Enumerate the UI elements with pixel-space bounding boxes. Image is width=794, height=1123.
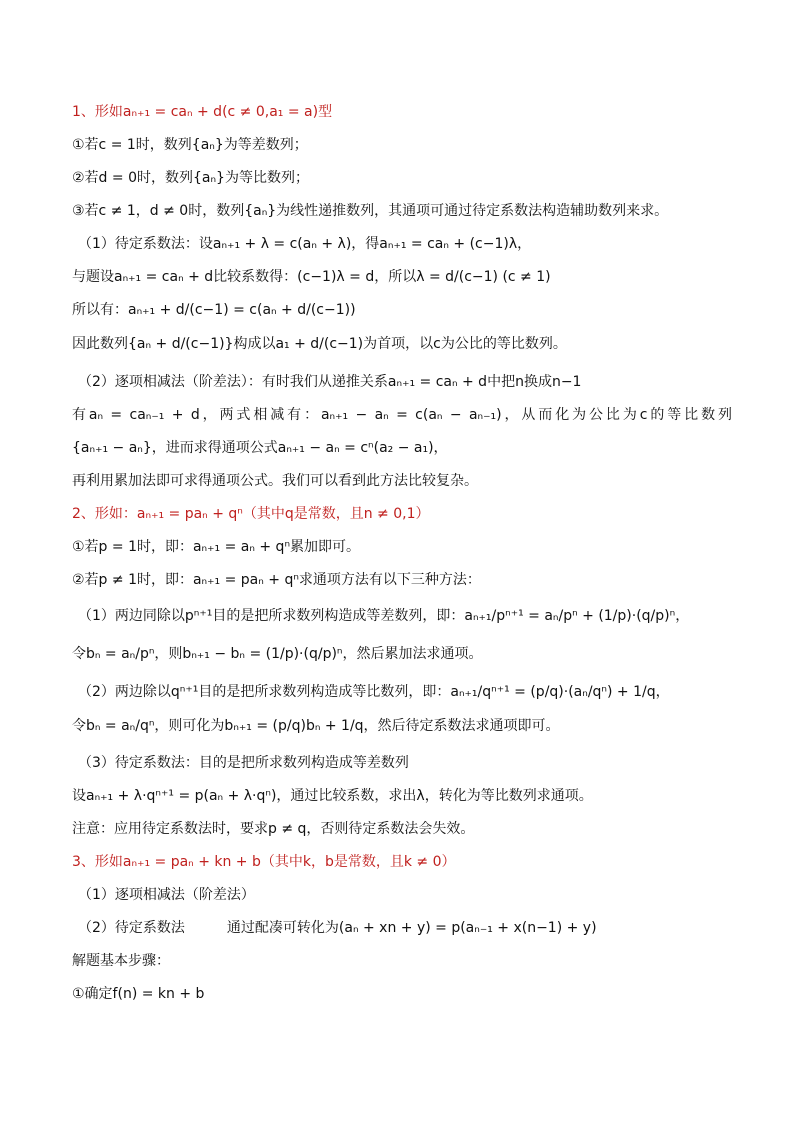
divide-by-q-power: （2）两边除以qⁿ⁺¹目的是把所求数列构造成等比数列，即：aₙ₊₁/qⁿ⁺¹ = (p/q)·(aₙ/qⁿ) + 1/q， [78,684,670,700]
heading-type-2: 2、形如：aₙ₊₁ = paₙ + qⁿ（其中q是常数，且n ≠ 0,1） [72,506,430,522]
accumulation-note: 再利用累加法即可求得通项公式。我们可以看到此方法比较复杂。 [72,473,478,489]
method-3-undetermined: （3）待定系数法：目的是把所求数列构造成等差数列 [78,755,409,771]
difference-general-term: {aₙ₊₁ − aₙ}，进而求得通项公式aₙ₊₁ − aₙ = cⁿ(a₂ − a₁)， [72,440,448,456]
geometric-sequence-conclusion: 因此数列{aₙ + d/(c−1)}构成以a₁ + d/(c−1)为首项，以c为公比的等比数列。 [72,336,567,352]
so-we-have: 所以有：aₙ₊₁ + d/(c−1) = c(aₙ + d/(c−1)) [72,302,356,318]
heading-type-3: 3、形如aₙ₊₁ = paₙ + kn + b（其中k，b是常数，且k ≠ 0） [72,854,456,870]
step-1: ①确定f(n) = kn + b [72,986,205,1002]
heading-type-1: 1、形如aₙ₊₁ = caₙ + d(c ≠ 0,a₁ = a)型 [72,104,333,120]
let-bn-arithmetic: 令bₙ = aₙ/pⁿ，则bₙ₊₁ − bₙ = (1/p)·(q/p)ⁿ，然后累加法求通项。 [72,646,483,662]
type3-method-2: （2）待定系数法 通过配凑可转化为(aₙ + xn + y) = p(aₙ₋₁ + x(n−1) + y) [78,920,597,936]
case-linear-recurrence: ③若c ≠ 1，d ≠ 0时，数列{aₙ}为线性递推数列，其通项可通过待定系数法构造辅助数列来求。 [72,203,669,219]
note-p-not-q: 注意：应用待定系数法时，要求p ≠ q，否则待定系数法会失效。 [72,821,475,837]
method-successive-difference: （2）逐项相减法（阶差法）：有时我们从递推关系aₙ₊₁ = caₙ + d中把n换成n−1 [78,374,582,390]
subtract-equations: 有aₙ = caₙ₋₁ + d，两式相减有：aₙ₊₁ − aₙ = c(aₙ − aₙ₋₁)，从而化为公比为c的等比数列 [72,407,732,423]
case-p-not-1: ②若p ≠ 1时，即：aₙ₊₁ = paₙ + qⁿ求通项方法有以下三种方法： [72,572,481,588]
compare-coefficients: 与题设aₙ₊₁ = caₙ + d比较系数得：(c−1)λ = d，所以λ = d/(c−1) (c ≠ 1) [72,269,551,285]
case-c-equals-1: ①若c = 1时，数列{aₙ}为等差数列； [72,137,308,153]
let-bn-geometric: 令bₙ = aₙ/qⁿ，则可化为bₙ₊₁ = (p/q)bₙ + 1/q，然后待定系数法求通项即可。 [72,718,560,734]
basic-steps-label: 解题基本步骤： [72,953,170,969]
case-p-equals-1: ①若p = 1时，即：aₙ₊₁ = aₙ + qⁿ累加即可。 [72,539,361,555]
divide-by-p-power: （1）两边同除以pⁿ⁺¹目的是把所求数列构造成等差数列，即：aₙ₊₁/pⁿ⁺¹ = aₙ/pⁿ + (1/p)·(q/p)ⁿ， [78,608,690,624]
case-d-equals-0: ②若d = 0时，数列{aₙ}为等比数列； [72,170,309,186]
type3-method-1: （1）逐项相减法（阶差法） [78,887,255,903]
method-undetermined-coefficients: （1）待定系数法：设aₙ₊₁ + λ = c(aₙ + λ)，得aₙ₊₁ = caₙ + (c−1)λ， [78,236,532,252]
set-lambda: 设aₙ₊₁ + λ·qⁿ⁺¹ = p(aₙ + λ·qⁿ)，通过比较系数，求出λ，转化为等比数列求通项。 [72,788,593,804]
